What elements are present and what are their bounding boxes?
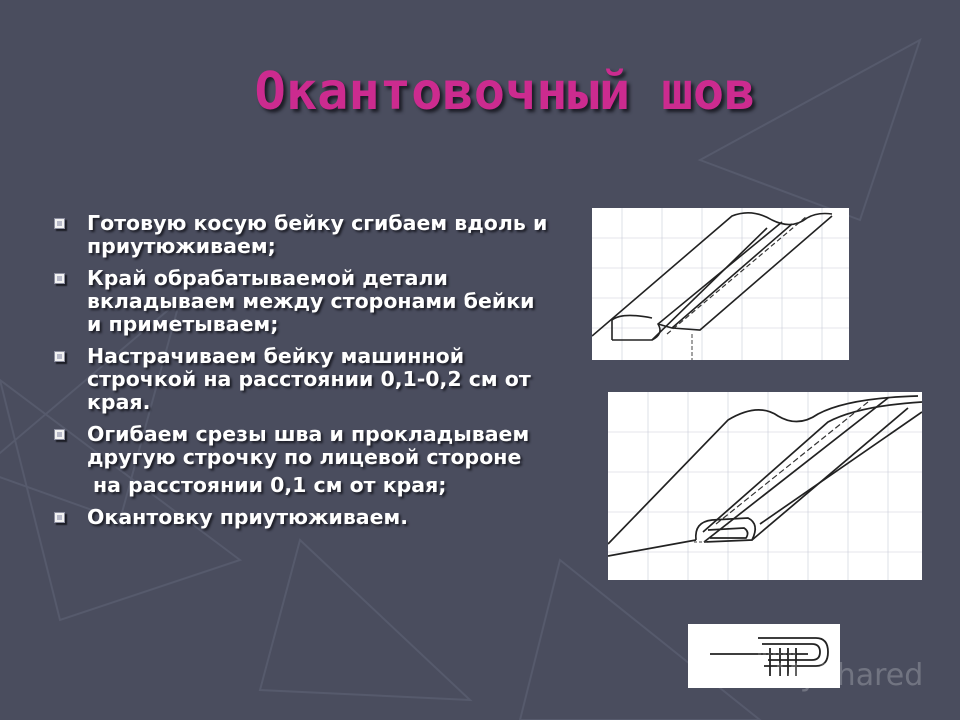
list-item: [52, 506, 552, 529]
list-item-text: Настрачиваем бейку машинной строчкой на расстоянии 0,1-0,2 см от края.: [87, 344, 531, 414]
folded-bias-tape-illustration: [592, 208, 849, 360]
list-item-continuation: [52, 474, 552, 497]
list-item-text: Край обрабатываемой детали вкладываем между сторонами бейки и приметываем;: [87, 266, 535, 336]
list-item-text: Готовую косую бейку сгибаем вдоль и приутюживаем;: [87, 211, 548, 258]
bullet-square-icon: [54, 218, 65, 229]
list-item-text: Огибаем срезы шва и прокладываем другую строчку по лицевой стороне: [87, 422, 530, 469]
list-item-text: Окантовку приутюживаем.: [87, 505, 409, 529]
watermark-text: MyShared: [774, 658, 924, 693]
bullet-list: [52, 212, 552, 538]
list-item: [52, 267, 552, 336]
list-item: [52, 423, 552, 469]
bullet-square-icon: [54, 273, 65, 284]
binding-stitched-illustration: [608, 392, 922, 580]
list-item-text: на расстоянии 0,1 см от края;: [93, 473, 447, 497]
bullet-square-icon: [54, 351, 65, 362]
bullet-square-icon: [54, 512, 65, 523]
list-item: [52, 212, 552, 258]
list-item: [52, 345, 552, 414]
page-title: Окантовочный шов: [254, 62, 756, 122]
bullet-square-icon: [54, 429, 65, 440]
